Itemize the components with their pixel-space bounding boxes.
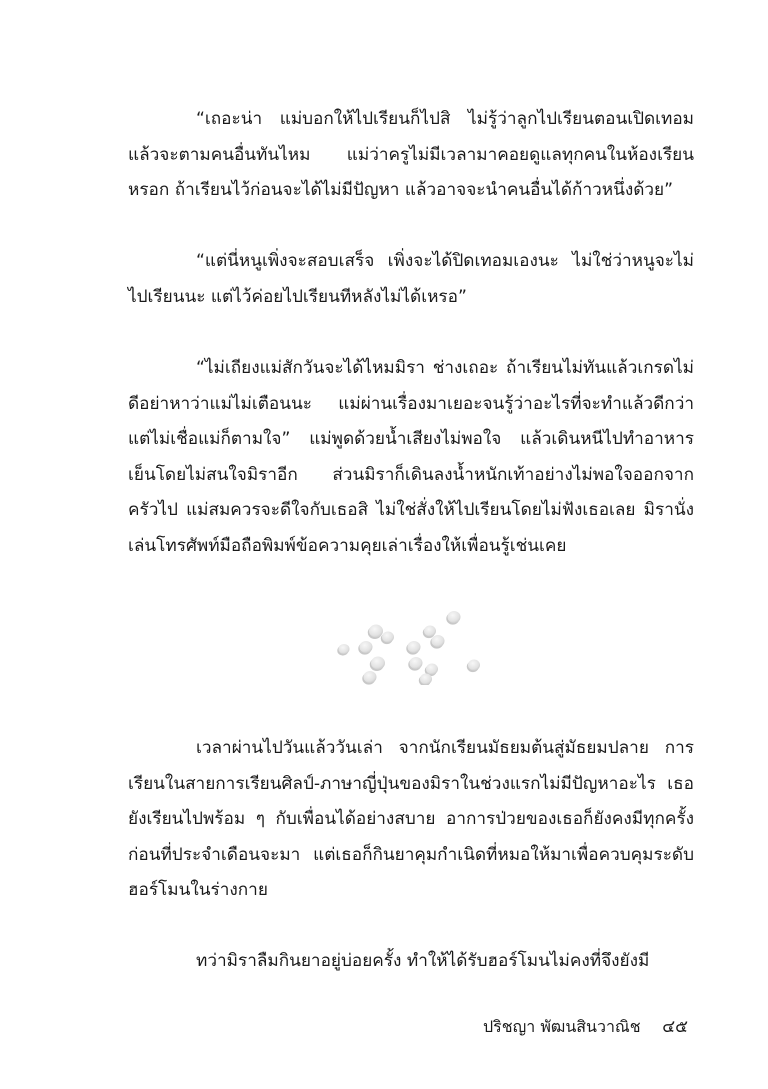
pill bbox=[382, 631, 394, 642]
page-footer bbox=[460, 1012, 692, 1042]
pill bbox=[410, 657, 423, 669]
scattered-pills-ornament bbox=[330, 605, 490, 685]
paragraph-4: เวลาผ่านไปวันแล้ววันเล่า จากนักเรียนมัธยมต้นสู่มัธยมปลาย การเรียนในสายการเรียนศิลป์-ภาษาญี่ปุ่นของมิราในช่วงแรกไม่มีปัญหาอะไร เธอยังเรียนไปพร้อม ๆ กับเพื่อนได้อย่างสบาย อาการป่วยของเธอก็ยังคงมีทุกครั้งก่อนที่ประจำเดือนจะมา แต่เธอก็กินยาคุมกำเนิดที่หมอให้มาเพื่อควบคุมระดับฮอร์โมนในร่างกาย bbox=[128, 738, 694, 900]
pill bbox=[364, 671, 377, 683]
pill bbox=[360, 641, 373, 653]
pill bbox=[426, 663, 438, 674]
paragraph-5: ทว่ามิราลืมกินยาอยู่บ่อยครั้ง ทำให้ได้รับฮอร์โมนไม่คงที่จึงยังมี bbox=[196, 951, 650, 971]
pill bbox=[369, 625, 383, 638]
pill bbox=[424, 625, 436, 636]
page-number: ๔๕ bbox=[662, 1017, 688, 1037]
pill bbox=[448, 611, 461, 623]
paragraph-1: “เถอะน่า แม่บอกให้ไปเรียนก็ไปสิ ไม่รู้ว่าลูกไปเรียนตอนเปิดเทอมแล้วจะตามคนอื่นทันไหม แม่ว่าครูไม่มีเวลามาคอยดูแลทุกคนในห้องเรียนหรอก ถ้าเรียนไว้ก่อนจะได้ไม่มีปัญหา แล้วอาจจะนำคนอื่นได้ก้าวหนึ่งด้วย” bbox=[128, 109, 694, 200]
footer-author: ปริชญา พัฒนสินวาณิช bbox=[483, 1017, 641, 1036]
pill bbox=[408, 641, 421, 653]
pill bbox=[420, 673, 432, 684]
pill bbox=[432, 635, 445, 647]
paragraph-3: “ไม่เถียงแม่สักวันจะได้ไหมมิรา ช่างเถอะ ถ้าเรียนไม่ทันแล้วเกรดไม่ดีอย่าหาว่าแม่ไม่เตือนนะ แม่ผ่านเรื่องมาเยอะจนรู้ว่าอะไรที่จะทำแล้วดีกว่า แต่ไม่เชื่อแม่ก็ตามใจ” แม่พูดด้วยน้ำเสียงไม่พอใจ แล้วเดินหนีไปทำอาหารเย็นโดยไม่สนใจมิราอีก ส่วนมิราก็เดินลงน้ำหนักเท้าอย่างไม่พอใจออกจากครัวไป แม่สมควรจะดีใจกับเธอสิ ไม่ใช่สั่งให้ไปเรียนโดยไม่ฟังเธอเลย มิรานั่งเล่นโทรศัพท์มือถือพิมพ์ข้อความคุยเล่าเรื่องให้เพื่อนรู้เช่นเคย bbox=[128, 358, 694, 556]
pill bbox=[468, 659, 480, 670]
pill bbox=[371, 657, 385, 670]
pill bbox=[339, 644, 350, 654]
paragraph-2: “แต่นี่หนูเพิ่งจะสอบเสร็จ เพิ่งจะได้ปิดเทอมเองนะ ไม่ใช่ว่าหนูจะไม่ไปเรียนนะ แต่ไว้ค่อยไปเรียนทีหลังไม่ได้เหรอ” bbox=[128, 251, 694, 307]
